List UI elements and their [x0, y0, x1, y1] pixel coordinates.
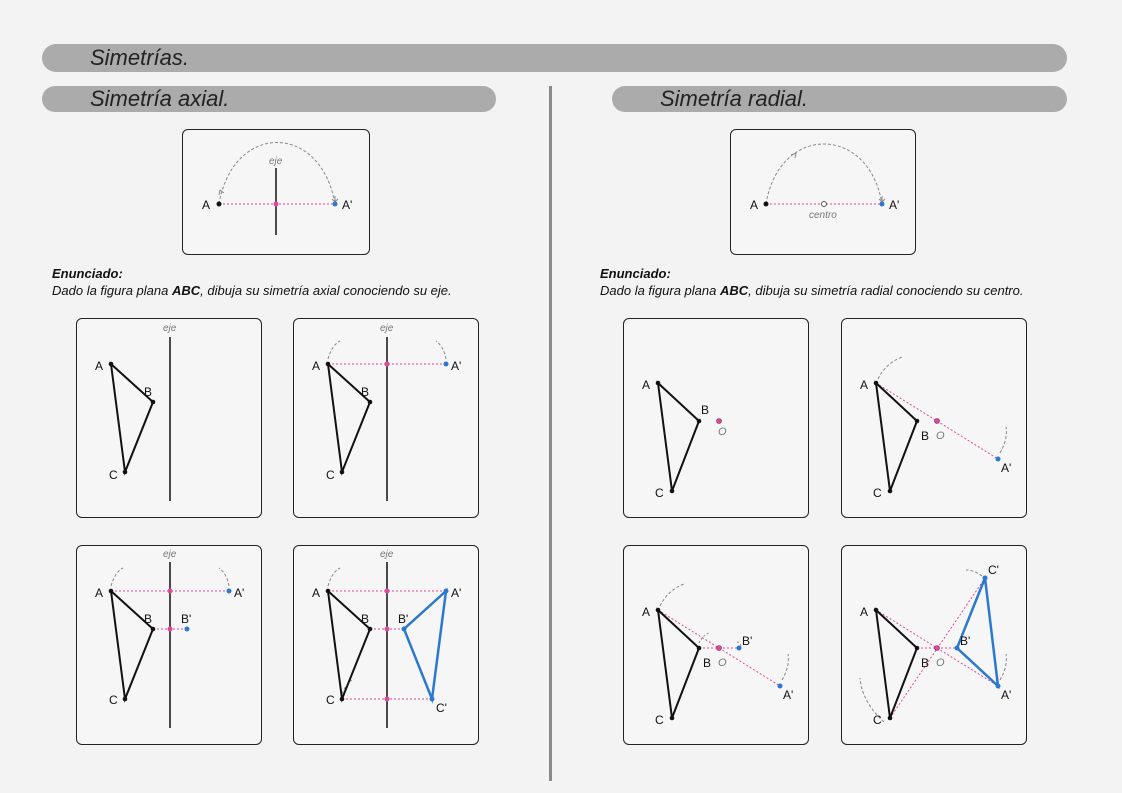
axial-example-diagram: [183, 130, 371, 256]
label-a-prime: A': [342, 198, 353, 212]
point-a: [109, 362, 114, 367]
point-b: [697, 646, 702, 651]
triangle-abc-prime: [404, 591, 446, 699]
triangle-abc: [328, 591, 370, 699]
point-a: [656, 381, 661, 386]
arc-arrow-icon: [879, 196, 885, 202]
point-a: [326, 589, 331, 594]
arc-arrow-icon: [332, 196, 338, 202]
label-b-prime: B': [960, 634, 971, 648]
point-a-prime: [880, 202, 885, 207]
label-b: B: [144, 385, 153, 399]
point-c: [123, 470, 128, 475]
radial-step-3-box: [623, 545, 809, 745]
point-c: [340, 470, 345, 475]
center-point-o: [717, 419, 722, 424]
triangle-abc: [111, 364, 153, 472]
point-c: [888, 489, 893, 494]
point-a-prime: [444, 362, 449, 367]
label-c: C: [109, 468, 118, 482]
point-b: [368, 627, 373, 632]
point-c-prime: [430, 697, 435, 702]
rotation-arc: [1000, 654, 1006, 680]
triangle-abc: [876, 383, 917, 491]
label-c: C: [326, 468, 335, 482]
eje-label: eje: [380, 323, 394, 334]
point-b: [151, 400, 156, 405]
label-b: B: [701, 403, 710, 417]
point-c-prime: [983, 576, 988, 581]
point-b-prime: [185, 627, 190, 632]
point-c: [340, 697, 345, 702]
axial-step-4-diagram: [294, 546, 480, 746]
center-point: [822, 202, 827, 207]
eje-label: eje: [163, 549, 177, 560]
label-b-prime: B': [181, 612, 192, 626]
point-a: [217, 202, 222, 207]
label-a: A: [95, 586, 104, 600]
radial-title: Simetría radial.: [660, 86, 808, 111]
rotation-arc: [782, 654, 788, 680]
radial-title-bar: [612, 86, 1067, 112]
radial-step-2-diagram: [842, 319, 1028, 519]
triangle-abc: [328, 364, 370, 472]
label-b: B: [144, 612, 153, 626]
eje-label: eje: [269, 156, 283, 167]
label-a-prime: A': [451, 586, 462, 600]
label-b: B: [921, 656, 930, 670]
point-c: [123, 697, 128, 702]
eje-label: eje: [380, 549, 394, 560]
point-b: [151, 627, 156, 632]
rotation-arc: [699, 633, 709, 643]
main-title-bar: [42, 44, 1067, 72]
axial-enunciado-label: Enunciado:: [52, 266, 123, 281]
point-a-prime: [778, 684, 783, 689]
intersection-point: [385, 362, 390, 367]
intersection-point: [385, 589, 390, 594]
radial-statement: [600, 265, 1023, 299]
label-o: O: [936, 657, 945, 669]
rotation-arc: [966, 570, 982, 576]
center-point-o: [935, 419, 940, 424]
point-b-prime: [737, 646, 742, 651]
radial-step-1-diagram: [624, 319, 810, 519]
point-b-prime: [402, 627, 407, 632]
point-c: [670, 489, 675, 494]
axial-step-1-box: [76, 318, 262, 518]
label-a: A: [860, 605, 869, 619]
point-a: [656, 608, 661, 613]
label-a: A: [642, 605, 651, 619]
axial-statement: [52, 265, 452, 299]
rotation-arc: [219, 143, 335, 205]
triangle-abc-prime: [957, 578, 998, 686]
rotation-arc: [1000, 427, 1006, 453]
label-a-prime: A': [1001, 461, 1012, 475]
label-a: A: [642, 378, 651, 392]
rotation-arc: [328, 341, 340, 359]
label-c: C: [655, 486, 664, 500]
radial-enunciado-label: Enunciado:: [600, 266, 671, 281]
main-title: Simetrías.: [90, 45, 190, 70]
intersection-point: [168, 627, 173, 632]
label-c: C: [655, 713, 664, 727]
label-a: A: [312, 359, 321, 373]
label-a-prime: A': [1001, 688, 1012, 702]
center-point-o: [935, 646, 940, 651]
label-b-prime: B': [742, 634, 753, 648]
centro-label: centro: [809, 210, 837, 221]
intersection-point: [168, 589, 173, 594]
label-b: B: [361, 612, 370, 626]
label-c: C: [873, 486, 882, 500]
point-a-prime: [227, 589, 232, 594]
point-a-prime: [333, 202, 338, 207]
label-a-prime: A': [234, 586, 245, 600]
axial-example-box: [182, 129, 370, 255]
radial-step-2-box: [841, 318, 1027, 518]
axial-title: Simetría axial.: [90, 86, 230, 111]
triangle-abc: [658, 610, 699, 718]
point-a: [326, 362, 331, 367]
point-b: [915, 419, 920, 424]
label-a: A: [312, 586, 321, 600]
rotation-arc: [660, 584, 684, 606]
point-a-prime: [996, 457, 1001, 462]
rotation-arc: [878, 357, 902, 379]
column-divider: [549, 86, 552, 781]
axial-title-bar: [42, 86, 496, 112]
point-a: [874, 381, 879, 386]
radial-step-3-diagram: [624, 546, 810, 746]
point-b: [368, 400, 373, 405]
triangle-abc: [658, 383, 699, 491]
radial-example-diagram: [731, 130, 917, 256]
intersection-point: [385, 697, 390, 702]
label-c: C: [873, 713, 882, 727]
label-a: A: [860, 378, 869, 392]
label-c: C: [109, 693, 118, 707]
point-a: [764, 202, 769, 207]
rotation-arc: [436, 341, 446, 359]
label-b: B: [921, 429, 930, 443]
label-a: A: [750, 198, 759, 212]
label-b-prime: B': [398, 612, 409, 626]
label-o: O: [718, 426, 727, 438]
label-o: O: [718, 657, 727, 669]
rotation-arc: [766, 144, 882, 204]
radial-step-1-box: [623, 318, 809, 518]
point-a-prime: [996, 684, 1001, 689]
axial-statement-text: Dado la figura plana ABC, dibuja su simetría axial conociendo su eje.: [52, 283, 452, 298]
axial-step-3-box: [76, 545, 262, 745]
axial-step-2-box: [293, 318, 479, 518]
radial-statement-text: Dado la figura plana ABC, dibuja su simetría radial conociendo su centro.: [600, 283, 1024, 298]
radial-step-4-box: [841, 545, 1027, 745]
label-c-prime: C': [436, 701, 447, 715]
point-b-prime: [955, 646, 960, 651]
radial-step-4-diagram: [842, 546, 1028, 746]
label-a-prime: A': [889, 198, 900, 212]
label-a: A: [202, 198, 211, 212]
intersection-point: [385, 627, 390, 632]
triangle-abc: [111, 591, 153, 699]
point-a: [874, 608, 879, 613]
label-b: B: [703, 656, 712, 670]
point-b: [697, 419, 702, 424]
intersection-point: [274, 202, 279, 207]
axial-step-4-box: [293, 545, 479, 745]
rotation-arc: [219, 568, 229, 586]
point-a-prime: [444, 589, 449, 594]
point-c: [670, 716, 675, 721]
label-o: O: [936, 430, 945, 442]
label-c: C: [326, 693, 335, 707]
point-c: [888, 716, 893, 721]
triangle-abc: [876, 610, 917, 718]
axial-step-3-diagram: [77, 546, 263, 746]
label-b: B: [361, 385, 370, 399]
eje-label: eje: [163, 323, 177, 334]
radial-example-box: [730, 129, 916, 255]
point-b: [915, 646, 920, 651]
label-a-prime: A': [451, 359, 462, 373]
label-a-prime: A': [783, 688, 794, 702]
point-a: [109, 589, 114, 594]
axial-step-1-diagram: [77, 319, 263, 519]
rotation-arc: [111, 568, 123, 586]
axial-step-2-diagram: [294, 319, 480, 519]
center-point-o: [717, 646, 722, 651]
label-c-prime: C': [988, 563, 999, 577]
rotation-arc: [328, 568, 340, 586]
label-a: A: [95, 359, 104, 373]
